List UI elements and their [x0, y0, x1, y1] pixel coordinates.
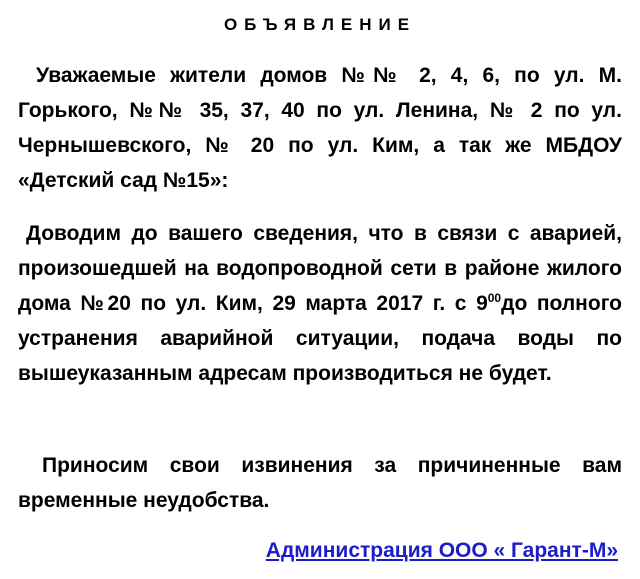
time-hour: 9 — [476, 292, 488, 315]
address-line-2: ул. М. Горького, №№ 35, 37, 40 по ул. Ленина, № 2 — [18, 64, 622, 122]
announcement-title: ОБЪЯВЛЕНИЕ — [223, 15, 417, 34]
address-line-4: МБДОУ «Детский сад №15»: — [18, 134, 622, 192]
apology-paragraph: Приносим свои извинения за причиненные вам временные неудобства. — [18, 454, 622, 512]
address-line-1: Уважаемые жители домов №№ 2, 4, 6, по — [36, 64, 540, 87]
notice-text-start: Доводим до вашего сведения, что в связи с аварией, произошедшей на водопроводной сети в районе жилого дома №20 по ул. Ким, 29 марта 2017 г. с — [18, 222, 622, 315]
notice-paragraph — [18, 216, 622, 391]
time-minutes: 00 — [487, 291, 502, 305]
notice-text-end: до полного устранения аварийной ситуации, подача воды по вышеуказанным адресам производиться не будет. — [18, 292, 622, 385]
address-line-3: по ул. Чернышевского, № 20 по ул. Ким, а так же — [18, 99, 622, 157]
address-paragraph — [18, 58, 622, 198]
signature-link[interactable]: Администрация ООО « Гарант-М» — [265, 539, 618, 562]
